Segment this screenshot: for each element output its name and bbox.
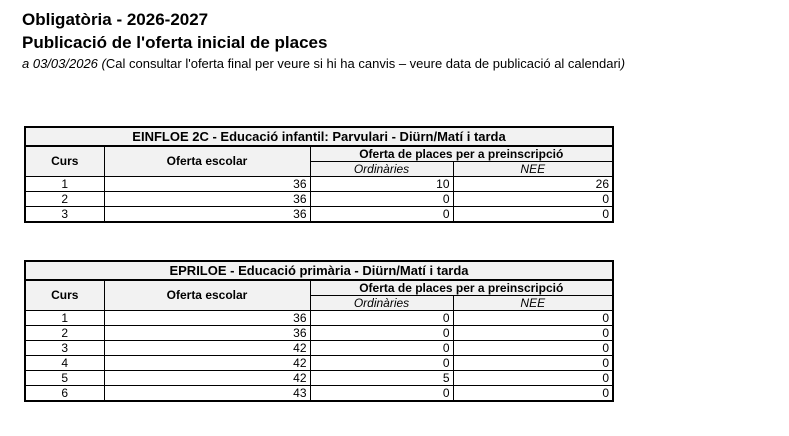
col-header-oferta-escolar: Oferta escolar	[104, 146, 310, 177]
cell-curs: 1	[25, 311, 104, 326]
cell-ordinaries: 0	[310, 341, 453, 356]
table-row	[25, 207, 613, 223]
col-header-nee: NEE	[453, 296, 613, 311]
cell-ordinaries: 0	[310, 386, 453, 402]
col-header-curs: Curs	[25, 146, 104, 177]
cell-nee: 0	[453, 371, 613, 386]
note-date: a 03/03/2026	[22, 56, 98, 71]
cell-curs: 1	[25, 177, 104, 192]
cell-curs: 6	[25, 386, 104, 402]
cell-oferta: 42	[104, 371, 310, 386]
cell-curs: 2	[25, 326, 104, 341]
cell-oferta: 36	[104, 192, 310, 207]
cell-oferta: 36	[104, 311, 310, 326]
cell-nee: 0	[453, 192, 613, 207]
cell-curs: 3	[25, 341, 104, 356]
table-row	[25, 371, 613, 386]
table-title: EINFLOE 2C - Educació infantil: Parvulari - Diürn/Matí i tarda	[25, 127, 613, 146]
col-header-nee: NEE	[453, 162, 613, 177]
col-header-curs: Curs	[25, 280, 104, 311]
cell-oferta: 42	[104, 341, 310, 356]
table-row	[25, 192, 613, 207]
cell-nee: 0	[453, 207, 613, 223]
cell-curs: 5	[25, 371, 104, 386]
cell-nee: 0	[453, 341, 613, 356]
note-close-paren: )	[620, 56, 626, 71]
cell-oferta: 36	[104, 207, 310, 223]
cell-ordinaries: 0	[310, 207, 453, 223]
table-row	[25, 177, 613, 192]
cell-nee: 0	[453, 356, 613, 371]
cell-curs: 2	[25, 192, 104, 207]
table-row	[25, 386, 613, 402]
cell-oferta: 36	[104, 326, 310, 341]
note-text: Cal consultar l'oferta final per veure si hi ha canvis – veure data de publicació al calendari	[105, 56, 621, 71]
table-row	[25, 311, 613, 326]
cell-oferta: 42	[104, 356, 310, 371]
col-header-ordinaries: Ordinàries	[310, 162, 453, 177]
page-title: Obligatòria - 2026-2027	[22, 10, 209, 29]
cell-nee: 0	[453, 326, 613, 341]
cell-curs: 4	[25, 356, 104, 371]
cell-nee: 0	[453, 386, 613, 402]
cell-ordinaries: 10	[310, 177, 453, 192]
col-header-preinscripcio: Oferta de places per a preinscripció	[310, 146, 613, 162]
table-title: EPRILOE - Educació primària - Diürn/Matí i tarda	[25, 261, 613, 280]
col-header-ordinaries: Ordinàries	[310, 296, 453, 311]
cell-ordinaries: 0	[310, 356, 453, 371]
cell-nee: 26	[453, 177, 613, 192]
note-open-paren: (	[97, 56, 106, 71]
cell-nee: 0	[453, 311, 613, 326]
cell-ordinaries: 5	[310, 371, 453, 386]
cell-oferta: 43	[104, 386, 310, 402]
cell-ordinaries: 0	[310, 311, 453, 326]
offer-table-primaria	[24, 260, 614, 402]
publication-note	[22, 55, 625, 72]
cell-curs: 3	[25, 207, 104, 223]
table-row	[25, 356, 613, 371]
cell-oferta: 36	[104, 177, 310, 192]
cell-ordinaries: 0	[310, 326, 453, 341]
cell-ordinaries: 0	[310, 192, 453, 207]
col-header-preinscripcio: Oferta de places per a preinscripció	[310, 280, 613, 296]
table-row	[25, 326, 613, 341]
col-header-oferta-escolar: Oferta escolar	[104, 280, 310, 311]
offer-table-infantil	[24, 126, 614, 223]
page-subtitle: Publicació de l'oferta inicial de places	[22, 33, 328, 52]
table-row	[25, 341, 613, 356]
